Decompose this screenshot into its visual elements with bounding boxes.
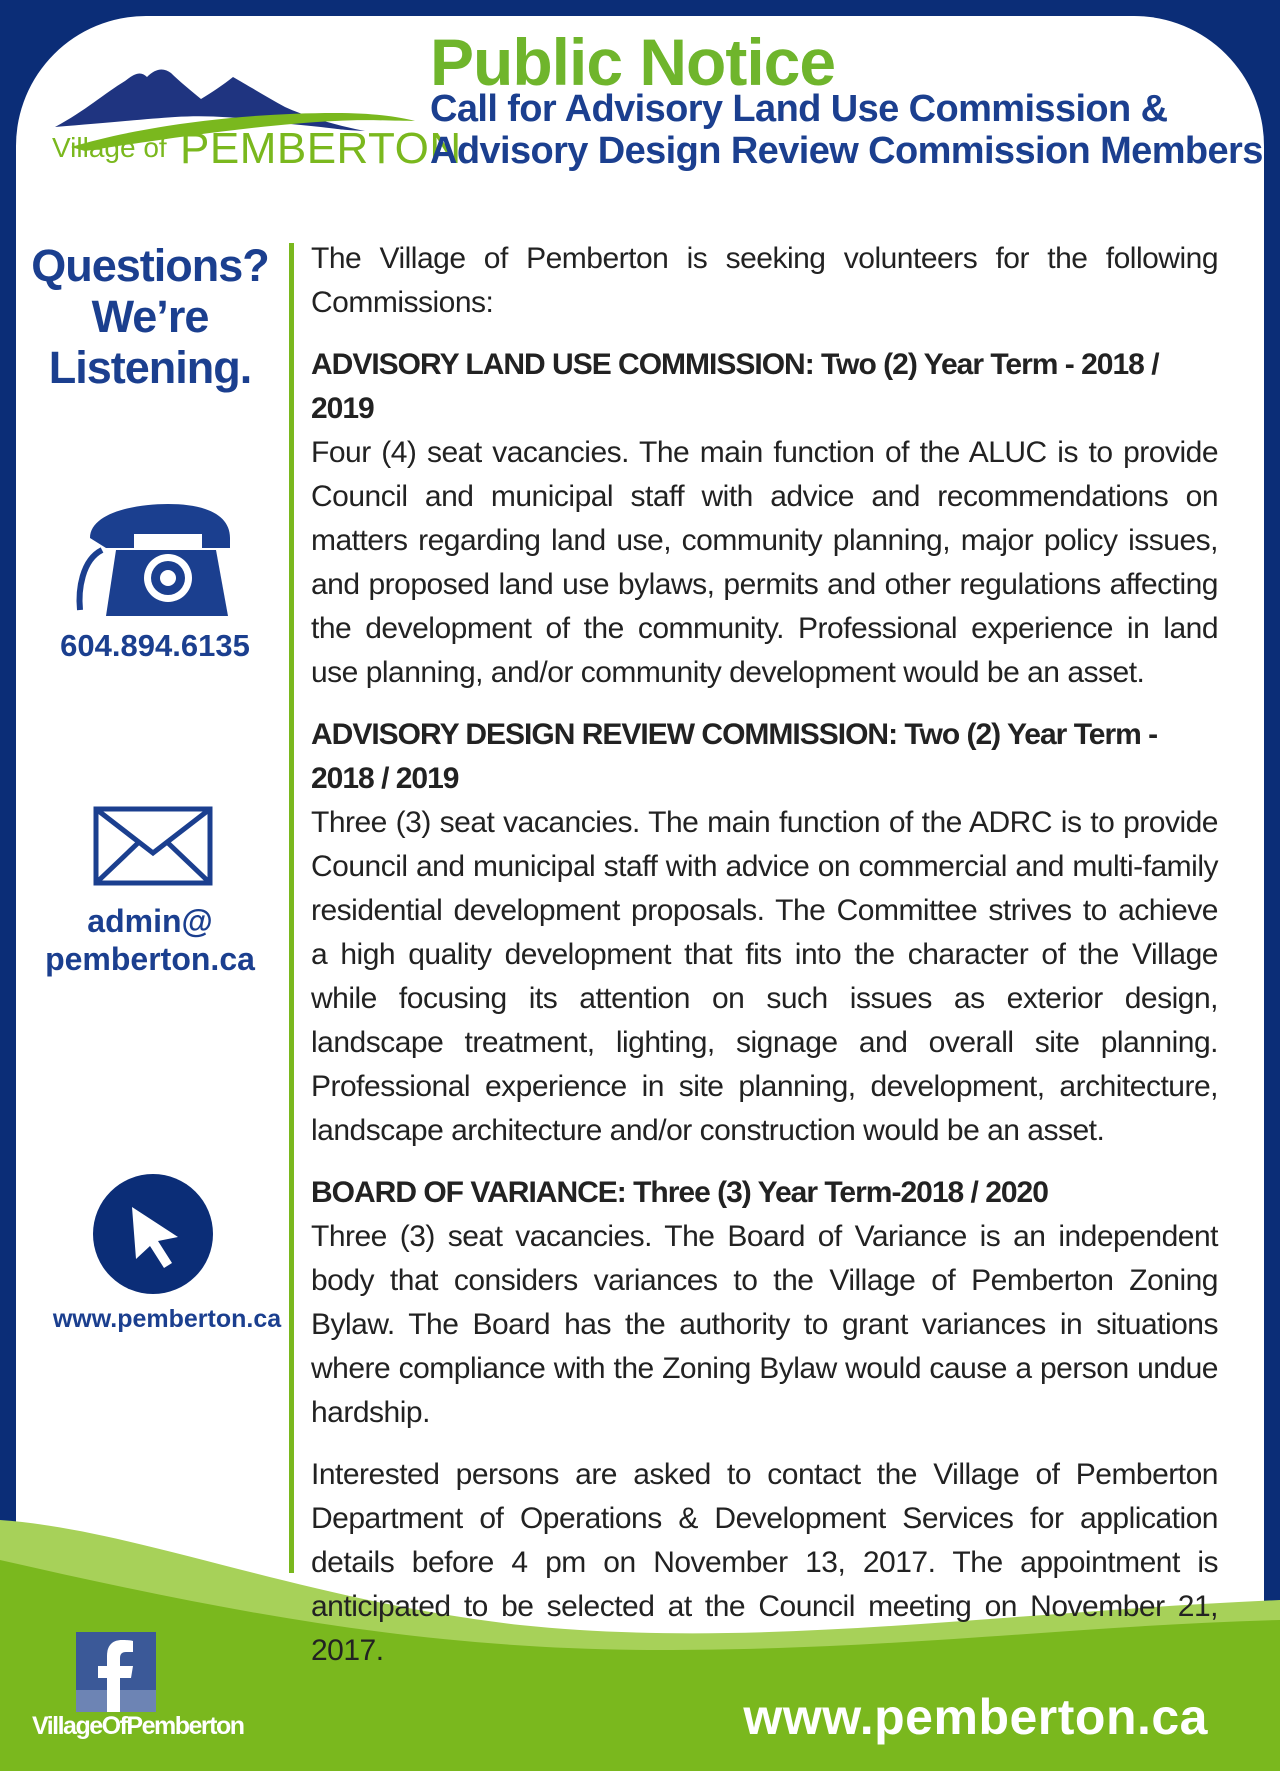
footer-website-link[interactable]: www.pemberton.ca — [743, 1689, 1208, 1745]
email-line-2: pemberton.ca — [45, 941, 255, 977]
cursor-icon — [92, 1173, 214, 1295]
questions-heading — [30, 240, 270, 393]
logo-name-text: PEMBERTON — [180, 124, 462, 173]
adrc-paragraph: Three (3) seat vacancies. The main function of the ADRC is to provide Council and municipal staff with advice on commercial and multi-family residential development proposals. The Committee strives to achieve a high quality development that fits into the character of the Village while focusing its attention on such issues as exterior design, landscape treatment, lighting, signage and overall site planning. Professional experience in site planning, development, architecture, landscape architecture and/or construction would be an asset. — [311, 806, 1218, 1147]
sidebar-website-link[interactable]: www.pemberton.ca — [52, 1305, 282, 1333]
envelope-icon — [92, 805, 214, 887]
adrc-heading: ADVISORY DESIGN REVIEW COMMISSION: Two (2) Year Term - 2018 / 2019 — [311, 718, 1158, 795]
facebook-icon[interactable] — [76, 1632, 156, 1712]
email-address[interactable] — [30, 902, 270, 978]
notice-body — [311, 237, 1218, 1673]
aluc-paragraph: Four (4) seat vacancies. The main function of the ALUC is to provide Council and municipal staff with advice and recommendations on matters regarding land use, community planning, major policy issues, and proposed land use bylaws, permits and other regulations affecting the development of the community. Professional experience in land use planning, and/or community development would be an asset. — [311, 436, 1218, 689]
phone-number[interactable]: 604.894.6135 — [60, 628, 250, 663]
subtitle-line-1: Call for Advisory Land Use Commission & — [430, 88, 1168, 130]
intro-paragraph: The Village of Pemberton is seeking volunteers for the following Commissions: — [311, 242, 1218, 319]
closing-paragraph: Interested persons are asked to contact the Village of Pemberton Department of Operations & Development Services for application details before 4 pm on November 13, 2017. The appointment is anticipated to be selected at the Council meeting on November 21, 2017. — [311, 1458, 1218, 1667]
divider-line — [289, 243, 294, 1573]
questions-line-3: Listening. — [48, 342, 252, 393]
telephone-icon — [72, 500, 242, 620]
facebook-label[interactable]: VillageOfPemberton — [32, 1712, 244, 1740]
page-title: Public Notice — [430, 25, 836, 99]
aluc-heading: ADVISORY LAND USE COMMISSION: Two (2) Year Term - 2018 / 2019 — [311, 348, 1159, 425]
bov-paragraph: Three (3) seat vacancies. The Board of Variance is an independent body that considers variances to the Village of Pemberton Zoning Bylaw. The Board has the authority to grant variances in situations where compliance with the Zoning Bylaw would cause a person undue hardship. — [311, 1220, 1218, 1429]
questions-line-2: We’re — [91, 291, 209, 342]
bov-heading: BOARD OF VARIANCE: Three (3) Year Term-2018 / 2020 — [311, 1176, 1048, 1209]
questions-line-1: Questions? — [31, 240, 269, 291]
email-line-1: admin@ — [87, 903, 213, 939]
subtitle-line-2: Advisory Design Review Commission Members — [430, 130, 1263, 172]
logo-village-text: Village of — [52, 132, 167, 163]
